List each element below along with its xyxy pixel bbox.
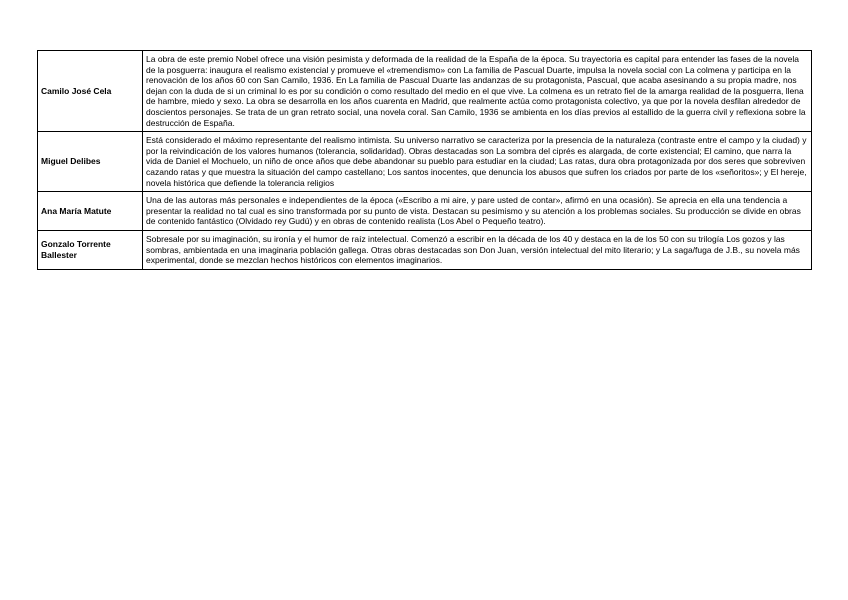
table-row — [38, 51, 812, 132]
author-description-cell: Sobresale por su imaginación, su ironía y el humor de raíz intelectual. Comenzó a escribir en la década de los 40 y destaca en la de los 50 con su trilogía Los gozos y las sombras, ambientada en una imaginaria población gallega. Otras obras destacadas son Don Juan, versión intelectual del mito literario; y La saga/fuga de J.B., su novela más experimental, donde se mezclan hechos históricos con elementos imaginarios. — [143, 230, 812, 269]
author-description-cell: Una de las autoras más personales e independientes de la época («Escribo a mi aire, y pare usted de contar», afirmó en una ocasión). Se aprecia en ella una tendencia a presentar la realidad no tal cual es sino transformada por su punto de vista. Destacan su pesimismo y su atención a los problemas sociales. Su producción se divide en obras de contenido fantástico (Olvidado rey Gudú) y en obras de contenido realista (Los Abel o Pequeño teatro). — [143, 192, 812, 231]
table-row — [38, 132, 812, 192]
author-name-cell: Ana María Matute — [38, 192, 143, 231]
author-description-cell: La obra de este premio Nobel ofrece una visión pesimista y deformada de la realidad de la España de la época. Su trayectoria es capital para entender las fases de la novela de la posguerra: inaugura el realismo existencial y promueve el «tremendismo» con La familia de Pascual Duarte, impulsa la novela social con La colmena y participa en la renovación de los años 60 con San Camilo, 1936. En La familia de Pascual Duarte las andanzas de su protagonista, Pascual, que acaba asesinando a su propia madre, nos dejan con la duda de si un criminal lo es por su condición o como resultado del medio en el que vive. La colmena es un retrato fiel de la amarga realidad de la posguerra, llena de hambre, miedo y sexo. La obra se desarrolla en los años cuarenta en Madrid, que realmente actúa como protagonista colectivo, ya que por la novela desfilan alrededor de doscientos personajes. Se trata de un gran retrato social, una novela coral. San Camilo, 1936 se ambienta en los días previos al estallido de la guerra civil y reflexiona sobre la destrucción de España. — [143, 51, 812, 132]
authors-table — [37, 50, 812, 270]
author-name-cell: Miguel Delibes — [38, 132, 143, 192]
author-description-cell: Está considerado el máximo representante del realismo intimista. Su universo narrativo se caracteriza por la presencia de la naturaleza (contraste entre el campo y la ciudad) y por la reivindicación de los valores humanos (tolerancia, solidaridad). Obras destacadas son La sombra del ciprés es alargada, de corte existencial; El camino, que narra la vida de Daniel el Mochuelo, un niño de once años que debe abandonar su pueblo para estudiar en la ciudad; Las ratas, dura obra protagonizada por dos seres que sobreviven cazando ratas y que muestra la situación del campo castellano; Los santos inocentes, que denuncia los abusos que sufren los criados por parte de los «señoritos»; y El hereje, novela histórica que defiende la tolerancia religios — [143, 132, 812, 192]
author-name-cell: Gonzalo Torrente Ballester — [38, 230, 143, 269]
table-row — [38, 192, 812, 231]
table-row — [38, 230, 812, 269]
author-name-cell: Camilo José Cela — [38, 51, 143, 132]
